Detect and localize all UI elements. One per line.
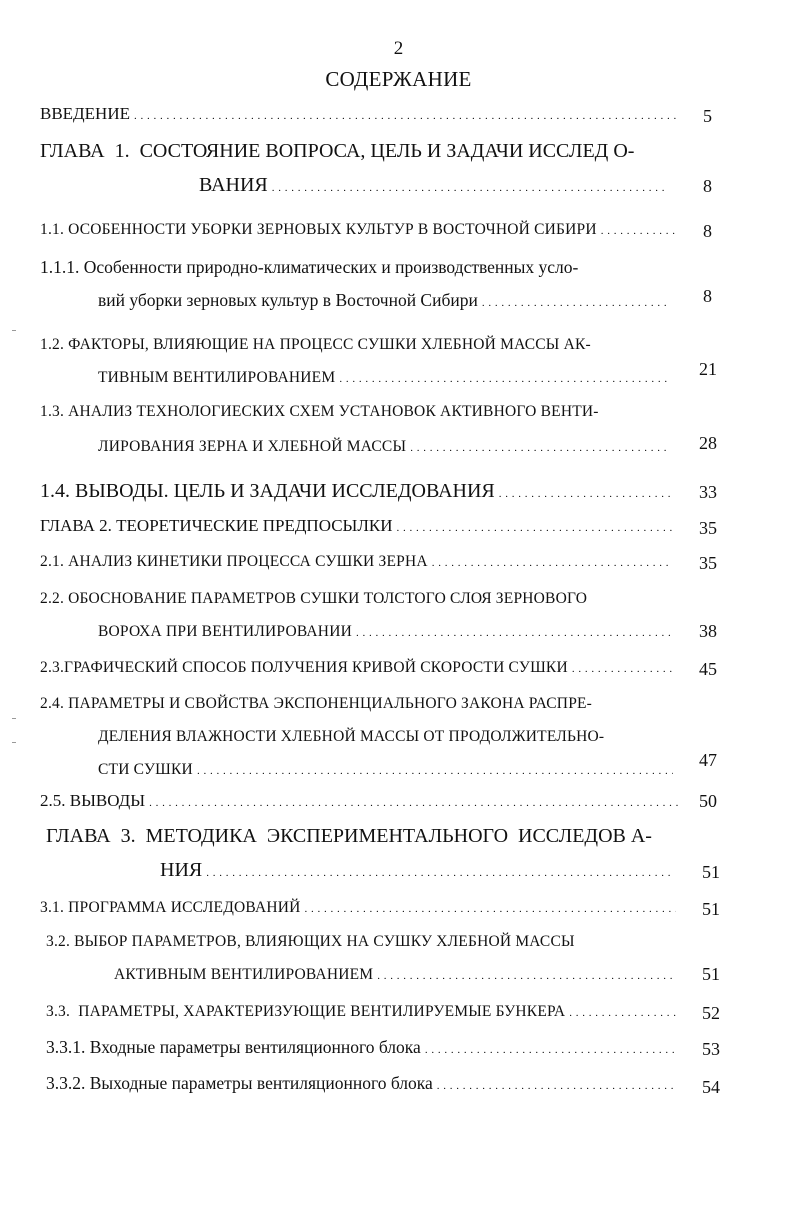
toc-entry-title: 2.4. ПАРАМЕТРЫ И СВОЙСТВА ЭКСПОНЕНЦИАЛЬНОГО ЗАКОНА РАСПРЕ-	[40, 695, 593, 712]
toc-entry-page: 45	[699, 659, 717, 679]
toc-entry-page: 51	[702, 899, 720, 919]
dot-leader	[425, 1037, 676, 1058]
toc-entry-title: 3.1. ПРОГРАММА ИССЛЕДОВАНИЙ	[40, 899, 301, 916]
dot-leader	[356, 623, 673, 641]
toc-entry-3-3	[46, 1003, 680, 1021]
toc-entry-title: ВВЕДЕНИЕ	[40, 104, 130, 123]
dot-leader	[432, 553, 672, 571]
toc-entry-3-2-cont	[114, 966, 674, 984]
toc-entry-page: 28	[699, 433, 717, 453]
dot-leader	[377, 966, 674, 984]
toc-entry-1-4	[40, 480, 672, 503]
dot-leader	[149, 791, 680, 811]
dot-leader	[339, 369, 670, 387]
dot-leader	[601, 221, 675, 239]
toc-entry-1-1-1-cont	[98, 290, 670, 311]
toc-entry-title-cont: ТИВНЫМ ВЕНТИЛИРОВАНИЕМ	[98, 369, 336, 386]
toc-entry-title: 1.3. АНАЛИЗ ТЕХНОЛОГИЕСКИХ СХЕМ УСТАНОВОК АКТИВНОГО ВЕНТИ-	[40, 403, 599, 420]
dot-leader	[482, 290, 670, 311]
dot-leader	[134, 104, 680, 124]
dot-leader	[272, 174, 669, 197]
toc-entry-3-3-1	[46, 1037, 676, 1058]
toc-entry-title: 3.3.1. Входные параметры вентиляционного блока	[46, 1037, 421, 1057]
toc-entry-1-1	[40, 221, 675, 239]
dot-leader	[206, 859, 675, 882]
toc-entry-title: 2.5. ВЫВОДЫ	[40, 791, 146, 810]
toc-entry-2-4-cont	[98, 728, 680, 746]
toc-entry-title: ГЛАВА 1. СОСТОЯНИЕ ВОПРОСА, ЦЕЛЬ И ЗАДАЧИ ИССЛЕД О-	[40, 140, 635, 162]
toc-entry-1-3-cont	[98, 438, 670, 456]
toc-entry-chapter-3-cont	[160, 859, 675, 882]
dot-leader	[499, 480, 672, 503]
toc-entry-page: 35	[699, 518, 717, 538]
scan-mark	[12, 742, 16, 743]
toc-entry-title: 3.2. ВЫБОР ПАРАМЕТРОВ, ВЛИЯЮЩИХ НА СУШКУ ХЛЕБНОЙ МАССЫ	[46, 933, 575, 950]
toc-title: СОДЕРЖАНИЕ	[325, 67, 472, 91]
toc-entry-title: 3.3. ПАРАМЕТРЫ, ХАРАКТЕРИЗУЮЩИЕ ВЕНТИЛИРУЕМЫЕ БУНКЕРА	[46, 1003, 566, 1020]
dot-leader	[572, 659, 676, 677]
toc-entry-page: 47	[699, 750, 717, 770]
dot-leader	[569, 1003, 680, 1021]
toc-entry-title-cont: НИЯ	[160, 859, 203, 881]
toc-entry-2-3	[40, 659, 676, 677]
toc-entry-title-cont: ВОРОХА ПРИ ВЕНТИЛИРОВАНИИ	[98, 623, 352, 640]
toc-entry-page: 53	[702, 1039, 720, 1059]
page-number: 2	[393, 38, 404, 59]
toc-entry-1-2	[40, 336, 680, 354]
toc-entry-title: ГЛАВА 2. ТЕОРЕТИЧЕСКИЕ ПРЕДПОСЫЛКИ	[40, 516, 393, 535]
toc-entry-1-2-cont	[98, 369, 670, 387]
toc-entry-introduction	[40, 104, 680, 124]
toc-entry-chapter-3	[46, 825, 686, 848]
toc-entry-2-1	[40, 553, 672, 571]
toc-entry-page: 8	[703, 176, 712, 196]
scan-mark	[12, 718, 16, 719]
toc-entry-chapter-2	[40, 516, 672, 536]
toc-entry-title-cont: ЛИРОВАНИЯ ЗЕРНА И ХЛЕБНОЙ МАССЫ	[98, 438, 407, 455]
toc-entry-title: 1.1.1. Особенности природно-климатических и производственных усло-	[40, 257, 579, 277]
dot-leader	[305, 899, 676, 917]
toc-entry-2-2-cont	[98, 623, 673, 641]
toc-entry-2-2	[40, 590, 680, 608]
toc-entry-title: 1.4. ВЫВОДЫ. ЦЕЛЬ И ЗАДАЧИ ИССЛЕДОВАНИЯ	[40, 480, 495, 502]
toc-entry-title-cont: ДЕЛЕНИЯ ВЛАЖНОСТИ ХЛЕБНОЙ МАССЫ ОТ ПРОДОЛЖИТЕЛЬНО-	[98, 728, 605, 745]
toc-entry-page: 50	[699, 791, 717, 811]
toc-entry-title: 3.3.2. Выходные параметры вентиляционного блока	[46, 1073, 433, 1093]
toc-entry-2-4	[40, 695, 680, 713]
toc-entry-title: ГЛАВА 3. МЕТОДИКА ЭКСПЕРИМЕНТАЛЬНОГО ИССЛЕДОВ А-	[46, 825, 652, 847]
dot-leader	[410, 438, 670, 456]
toc-entry-title-cont: СТИ СУШКИ	[98, 761, 193, 778]
toc-entry-title: 2.3.ГРАФИЧЕСКИЙ СПОСОБ ПОЛУЧЕНИЯ КРИВОЙ СКОРОСТИ СУШКИ	[40, 659, 568, 676]
toc-entry-2-5	[40, 791, 680, 811]
dot-leader	[197, 761, 673, 779]
scan-mark	[12, 330, 16, 331]
toc-entry-title: 2.2. ОБОСНОВАНИЕ ПАРАМЕТРОВ СУШКИ ТОЛСТОГО СЛОЯ ЗЕРНОВОГО	[40, 590, 588, 607]
toc-entry-title: 1.1. ОСОБЕННОСТИ УБОРКИ ЗЕРНОВЫХ КУЛЬТУР В ВОСТОЧНОЙ СИБИРИ	[40, 221, 597, 238]
toc-entry-page: 33	[699, 482, 717, 502]
toc-entry-page: 35	[699, 553, 717, 573]
dot-leader	[397, 516, 672, 536]
toc-entry-title: 1.2. ФАКТОРЫ, ВЛИЯЮЩИЕ НА ПРОЦЕСС СУШКИ ХЛЕБНОЙ МАССЫ АК-	[40, 336, 591, 353]
toc-entry-3-2	[46, 933, 682, 951]
toc-entry-title-cont: АКТИВНЫМ ВЕНТИЛИРОВАНИЕМ	[114, 966, 374, 983]
toc-entry-3-1	[40, 899, 676, 917]
toc-entry-2-4-cont2	[98, 761, 673, 779]
toc-entry-page: 8	[703, 286, 712, 306]
toc-entry-page: 54	[702, 1077, 720, 1097]
toc-entry-page: 51	[702, 862, 720, 882]
toc-entry-title-cont: вий уборки зерновых культур в Восточной Сибири	[98, 290, 478, 310]
dot-leader	[437, 1073, 676, 1094]
toc-entry-1-3	[40, 403, 680, 421]
toc-entry-chapter-1-cont	[199, 174, 669, 197]
toc-entry-page: 52	[702, 1003, 720, 1023]
toc-entry-3-3-2	[46, 1073, 676, 1094]
toc-entry-page: 8	[703, 221, 712, 241]
toc-entry-1-1-1	[40, 257, 680, 278]
toc-entry-title-cont: ВАНИЯ	[199, 174, 268, 196]
toc-entry-page: 21	[699, 359, 717, 379]
toc-entry-page: 38	[699, 621, 717, 641]
toc-entry-page: 51	[702, 964, 720, 984]
toc-entry-title: 2.1. АНАЛИЗ КИНЕТИКИ ПРОЦЕССА СУШКИ ЗЕРНА	[40, 553, 428, 570]
toc-entry-page: 5	[703, 106, 712, 126]
toc-entry-chapter-1	[40, 140, 660, 163]
